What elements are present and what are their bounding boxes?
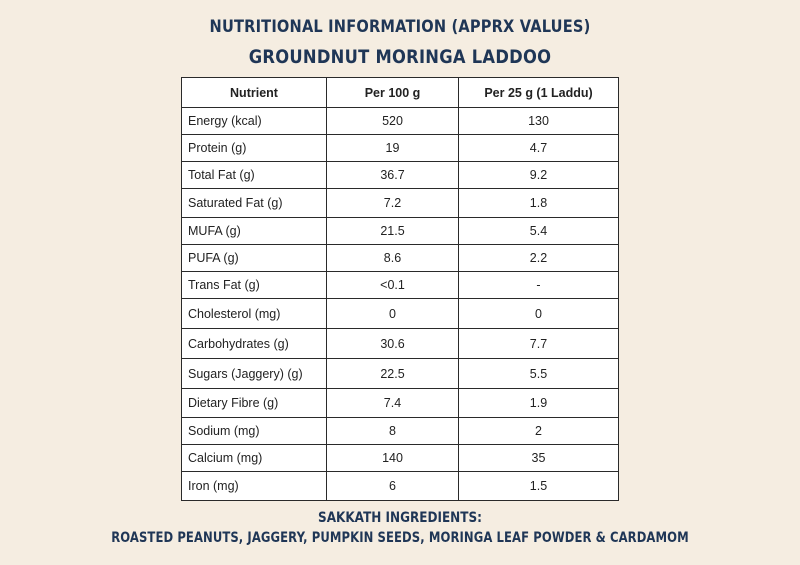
table-row <box>182 189 619 218</box>
per-25g-value: 130 <box>459 108 619 135</box>
nutrition-table <box>181 77 619 501</box>
table-row <box>182 162 619 189</box>
table-row <box>182 472 619 501</box>
table-row <box>182 329 619 359</box>
per-100g-value: 8.6 <box>327 245 459 272</box>
per-100g-value: 7.2 <box>327 189 459 218</box>
table-row <box>182 218 619 245</box>
nutrient-name: PUFA (g) <box>182 245 327 272</box>
table-row <box>182 272 619 299</box>
table-row <box>182 359 619 389</box>
product-name: GROUNDNUT MORINGA LADDOO <box>248 46 552 68</box>
nutrient-name: Carbohydrates (g) <box>182 329 327 359</box>
nutrient-name: Trans Fat (g) <box>182 272 327 299</box>
per-100g-value: 21.5 <box>327 218 459 245</box>
per-100g-value: 0 <box>327 299 459 329</box>
table-row <box>182 445 619 472</box>
table-row <box>182 108 619 135</box>
table-row <box>182 135 619 162</box>
table-header-row <box>182 78 619 108</box>
per-25g-value: 5.5 <box>459 359 619 389</box>
nutrient-name: Saturated Fat (g) <box>182 189 327 218</box>
table-row <box>182 299 619 329</box>
per-25g-value: 5.4 <box>459 218 619 245</box>
per-25g-value: 7.7 <box>459 329 619 359</box>
column-header-per-100g: Per 100 g <box>327 78 459 108</box>
table-row <box>182 245 619 272</box>
nutrient-name: Calcium (mg) <box>182 445 327 472</box>
per-100g-value: <0.1 <box>327 272 459 299</box>
table-row <box>182 389 619 418</box>
per-25g-value: 2.2 <box>459 245 619 272</box>
nutrient-name: Energy (kcal) <box>182 108 327 135</box>
column-header-nutrient: Nutrient <box>182 78 327 108</box>
per-100g-value: 30.6 <box>327 329 459 359</box>
nutrient-name: Sodium (mg) <box>182 418 327 445</box>
per-25g-value: 9.2 <box>459 162 619 189</box>
per-25g-value: 4.7 <box>459 135 619 162</box>
per-100g-value: 140 <box>327 445 459 472</box>
per-25g-value: - <box>459 272 619 299</box>
column-header-per-25g: Per 25 g (1 Laddu) <box>459 78 619 108</box>
ingredients-list: ROASTED PEANUTS, JAGGERY, PUMPKIN SEEDS, MORINGA LEAF POWDER & CARDAMOM <box>111 530 689 546</box>
ingredients-heading: SAKKATH INGREDIENTS: <box>318 510 482 526</box>
per-25g-value: 1.8 <box>459 189 619 218</box>
per-25g-value: 2 <box>459 418 619 445</box>
nutrient-name: MUFA (g) <box>182 218 327 245</box>
per-25g-value: 1.5 <box>459 472 619 501</box>
nutrient-name: Iron (mg) <box>182 472 327 501</box>
per-25g-value: 0 <box>459 299 619 329</box>
per-100g-value: 19 <box>327 135 459 162</box>
nutrient-name: Protein (g) <box>182 135 327 162</box>
per-100g-value: 6 <box>327 472 459 501</box>
per-100g-value: 22.5 <box>327 359 459 389</box>
nutrient-name: Total Fat (g) <box>182 162 327 189</box>
per-25g-value: 35 <box>459 445 619 472</box>
table-row <box>182 418 619 445</box>
nutrient-name: Sugars (Jaggery) (g) <box>182 359 327 389</box>
nutrient-name: Cholesterol (mg) <box>182 299 327 329</box>
per-100g-value: 8 <box>327 418 459 445</box>
per-100g-value: 36.7 <box>327 162 459 189</box>
per-25g-value: 1.9 <box>459 389 619 418</box>
per-100g-value: 520 <box>327 108 459 135</box>
per-100g-value: 7.4 <box>327 389 459 418</box>
page-title: NUTRITIONAL INFORMATION (APPRX VALUES) <box>209 17 591 37</box>
nutrient-name: Dietary Fibre (g) <box>182 389 327 418</box>
